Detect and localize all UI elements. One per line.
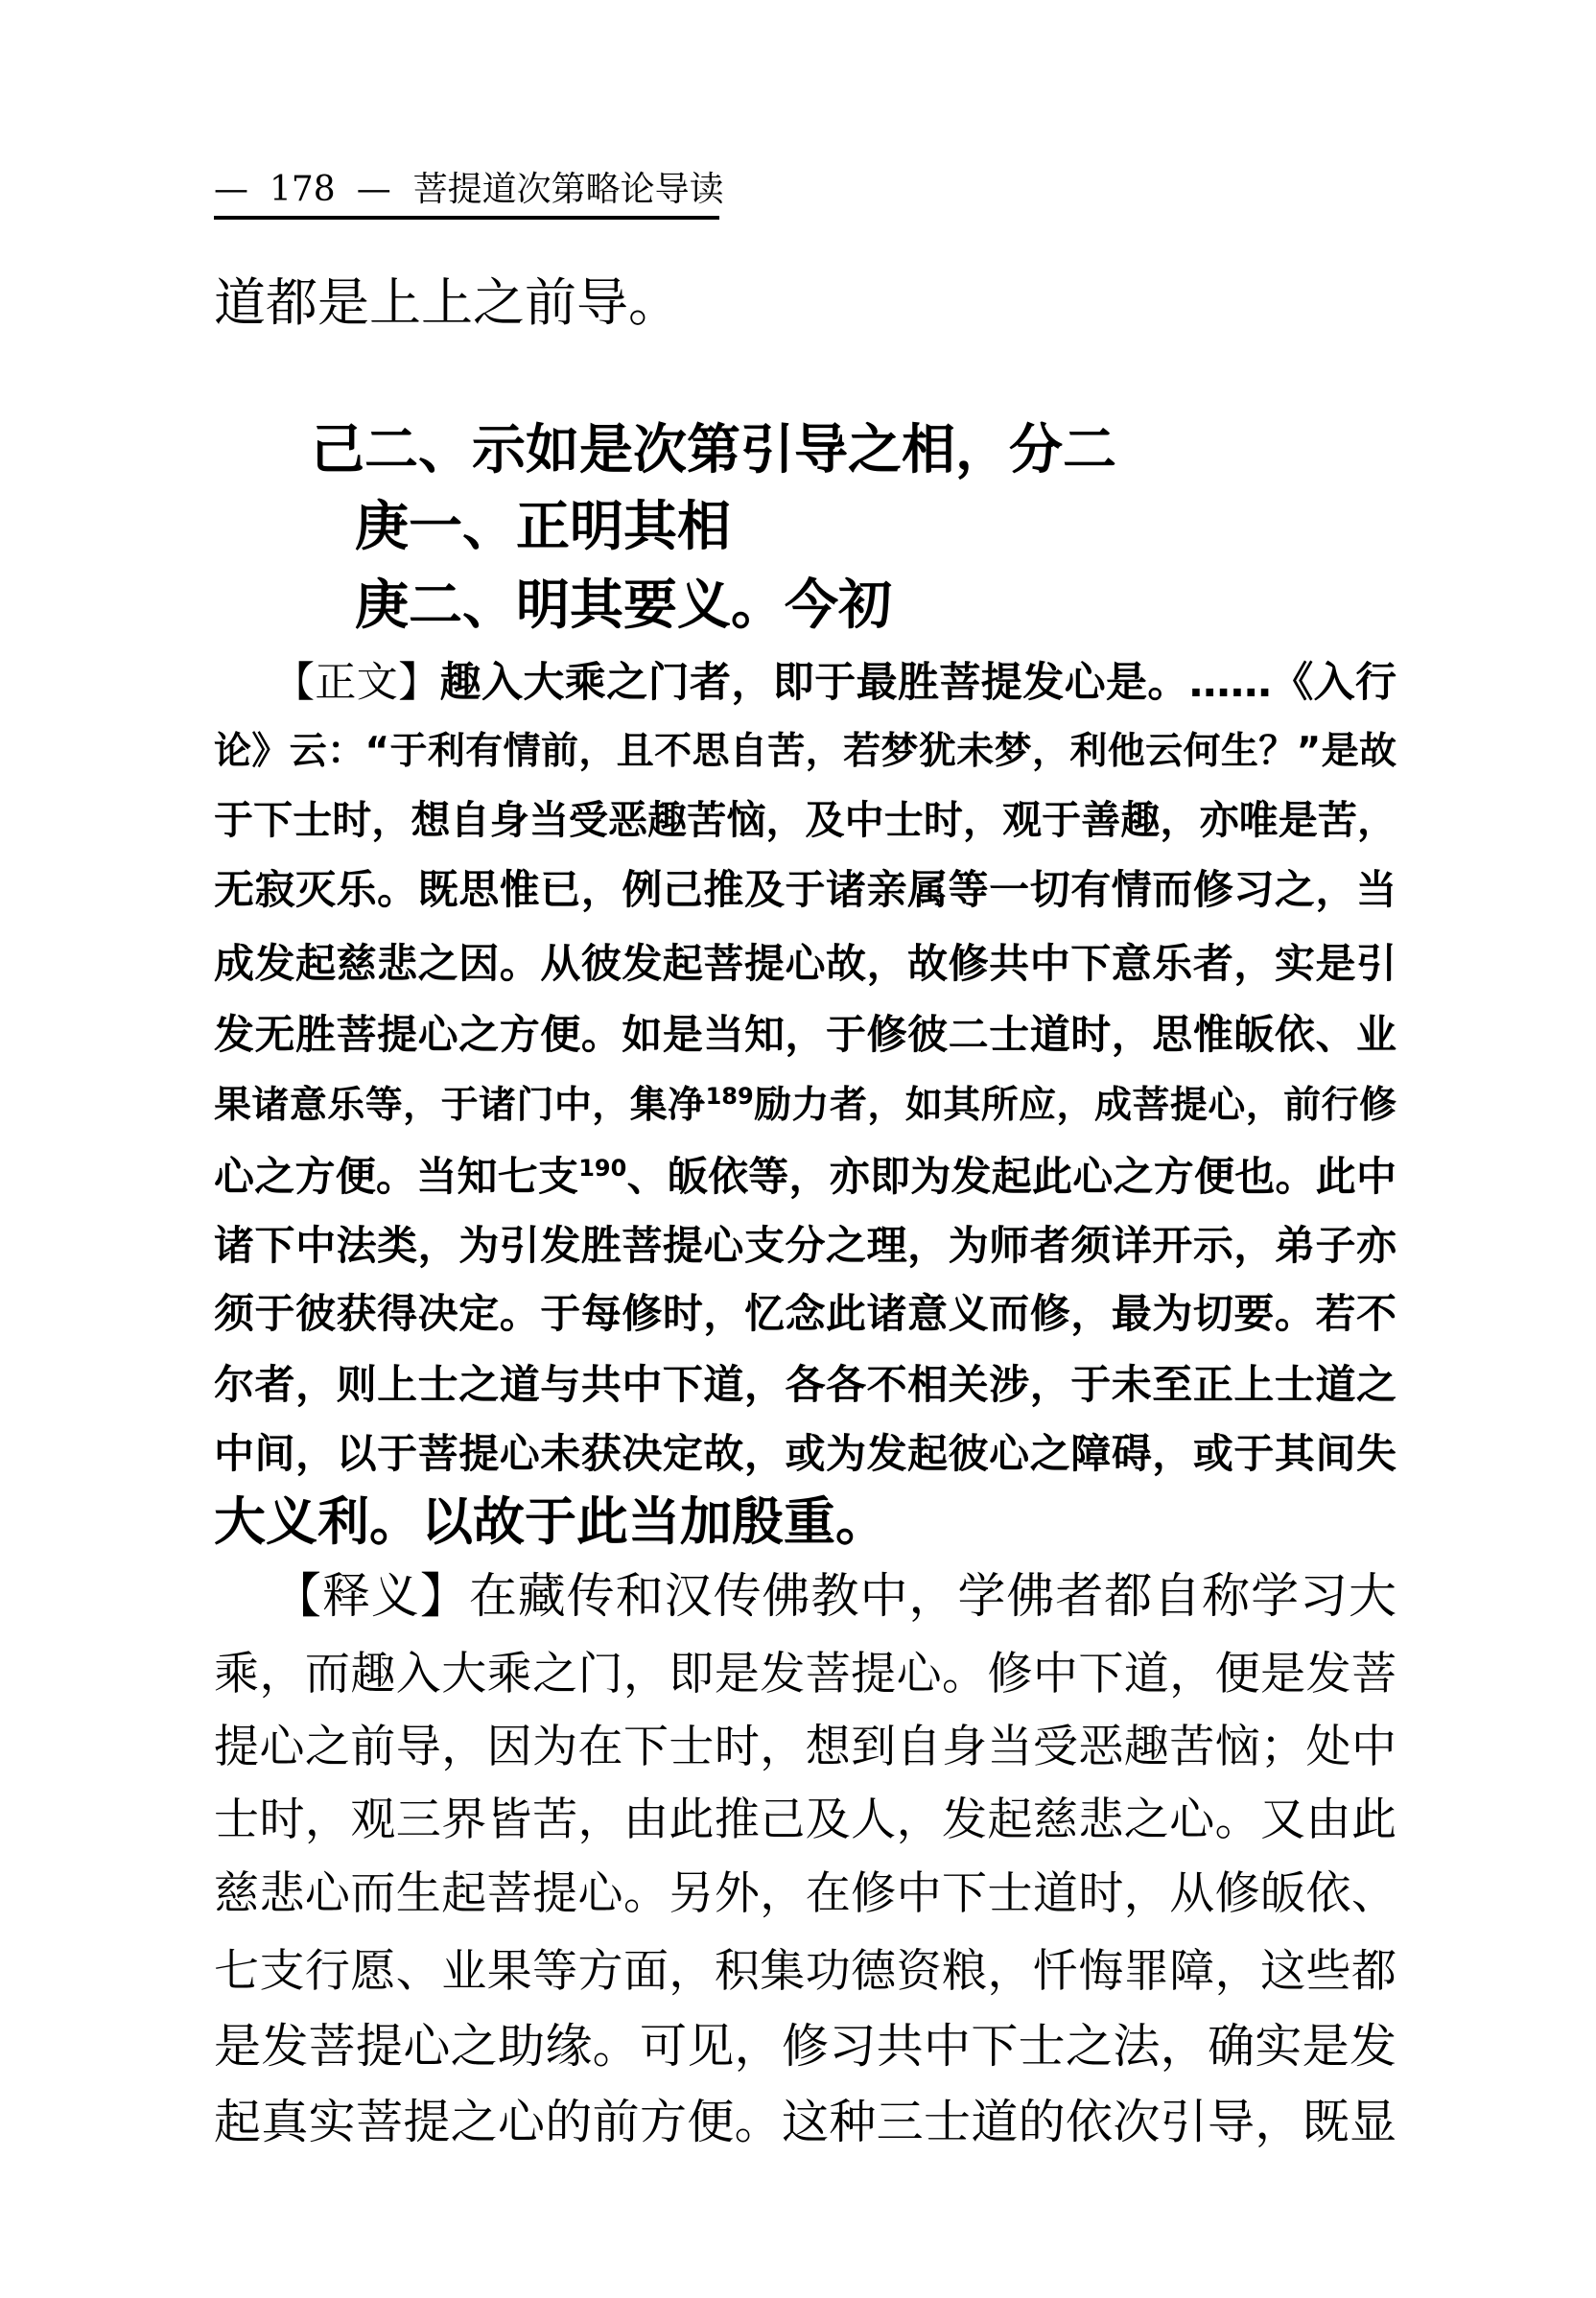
text-line: 士时，观三界皆苦，由此推己及人，发起慈悲之心。又由此: [214, 1794, 1396, 1846]
text-line: 论》云：“于利有情前，且不思自苦，若梦犹未梦，利他云何生？”是故: [214, 730, 1396, 773]
footnote-marker[interactable]: 190: [578, 1155, 627, 1182]
text: 励力者，如其所应，成菩提心，前行修: [753, 1084, 1396, 1127]
text-line: 起真实菩提之心的前方便。这种三士道的依次引导，既显: [214, 2095, 1396, 2149]
running-header: [214, 168, 724, 220]
book-title: 菩提道次第略论导读: [412, 170, 724, 209]
footnote-marker[interactable]: 189: [705, 1083, 754, 1110]
text-line: 提心之前导，因为在下士时，想到自身当受恶趣苦恼；处中: [214, 1721, 1396, 1773]
shiyi-label: 【释义】: [273, 1568, 469, 1624]
heading-level-1: 己二、示如是次第引导之相，分二: [311, 419, 1116, 481]
heading-level-2: 庚一、正明其相: [355, 496, 731, 558]
text-line: 于下士时，想自身当受恶趣苦恼，及中士时，观于善趣，亦唯是苦，: [214, 797, 1396, 843]
text-line: 是发菩提心之助缘。可见，修习共中下士之法，确实是发: [214, 2019, 1396, 2074]
text: 趣入大乘之门者，即于最胜菩提发心是。……《入行: [439, 659, 1397, 707]
text-line: 发无胜菩提心之方便。如是当知，于修彼二士道时，思惟皈依、业: [214, 1011, 1396, 1058]
text: 心之方便。当知七支: [214, 1153, 579, 1200]
text-line: 乘，而趣入大乘之门，即是发菩提心。修中下道，便是发菩: [214, 1648, 1396, 1700]
text-line: 无寂灭乐。既思惟已，例己推及于诸亲属等一切有情而修习之，当: [214, 866, 1396, 913]
text-line: 七支行愿、业果等方面，积集功德资粮，忏悔罪障，这些都: [214, 1945, 1396, 1998]
text-line: 成发起慈悲之因。从彼发起菩提心故，故修共中下意乐者，实是引: [214, 940, 1396, 987]
text-line: [214, 1071, 1396, 1140]
page-number: 178: [270, 170, 336, 209]
text-line: [273, 648, 1396, 717]
text: 、皈依等，亦即为发起此心之方便也。此中: [626, 1153, 1396, 1200]
heading-level-2: 庚二、明其要义。今初: [355, 574, 892, 637]
intro-line: 道都是上上之前导。: [214, 272, 680, 333]
text-line: [214, 1142, 1396, 1211]
text-line: 中间，以于菩提心未获决定故，或为发起彼心之障碍，或于其间失: [214, 1430, 1396, 1477]
zhengwen-label: 【正文】: [273, 659, 440, 707]
text-line: [273, 1561, 1396, 1630]
text-line: 须于彼获得决定。于每修时，忆念此诸意义而修，最为切要。若不: [214, 1290, 1396, 1337]
text: 在藏传和汉传佛教中，学佛者都自称学习大: [468, 1568, 1397, 1624]
text-line: 诸下中法类，为引发胜菩提心支分之理，为师者须详开示，弟子亦: [214, 1222, 1396, 1269]
dash: —: [356, 170, 391, 209]
text-line: 慈悲心而生起菩提心。另外，在修中下士道时，从修皈依、: [214, 1867, 1396, 1920]
text-line: 大义利。以故于此当加殷重。: [214, 1491, 887, 1552]
text: 果诸意乐等，于诸门中，集净: [214, 1084, 706, 1127]
dash: —: [214, 170, 248, 209]
text-line: 尔者，则上士之道与共中下道，各各不相关涉，于未至正上士道之: [214, 1361, 1396, 1408]
